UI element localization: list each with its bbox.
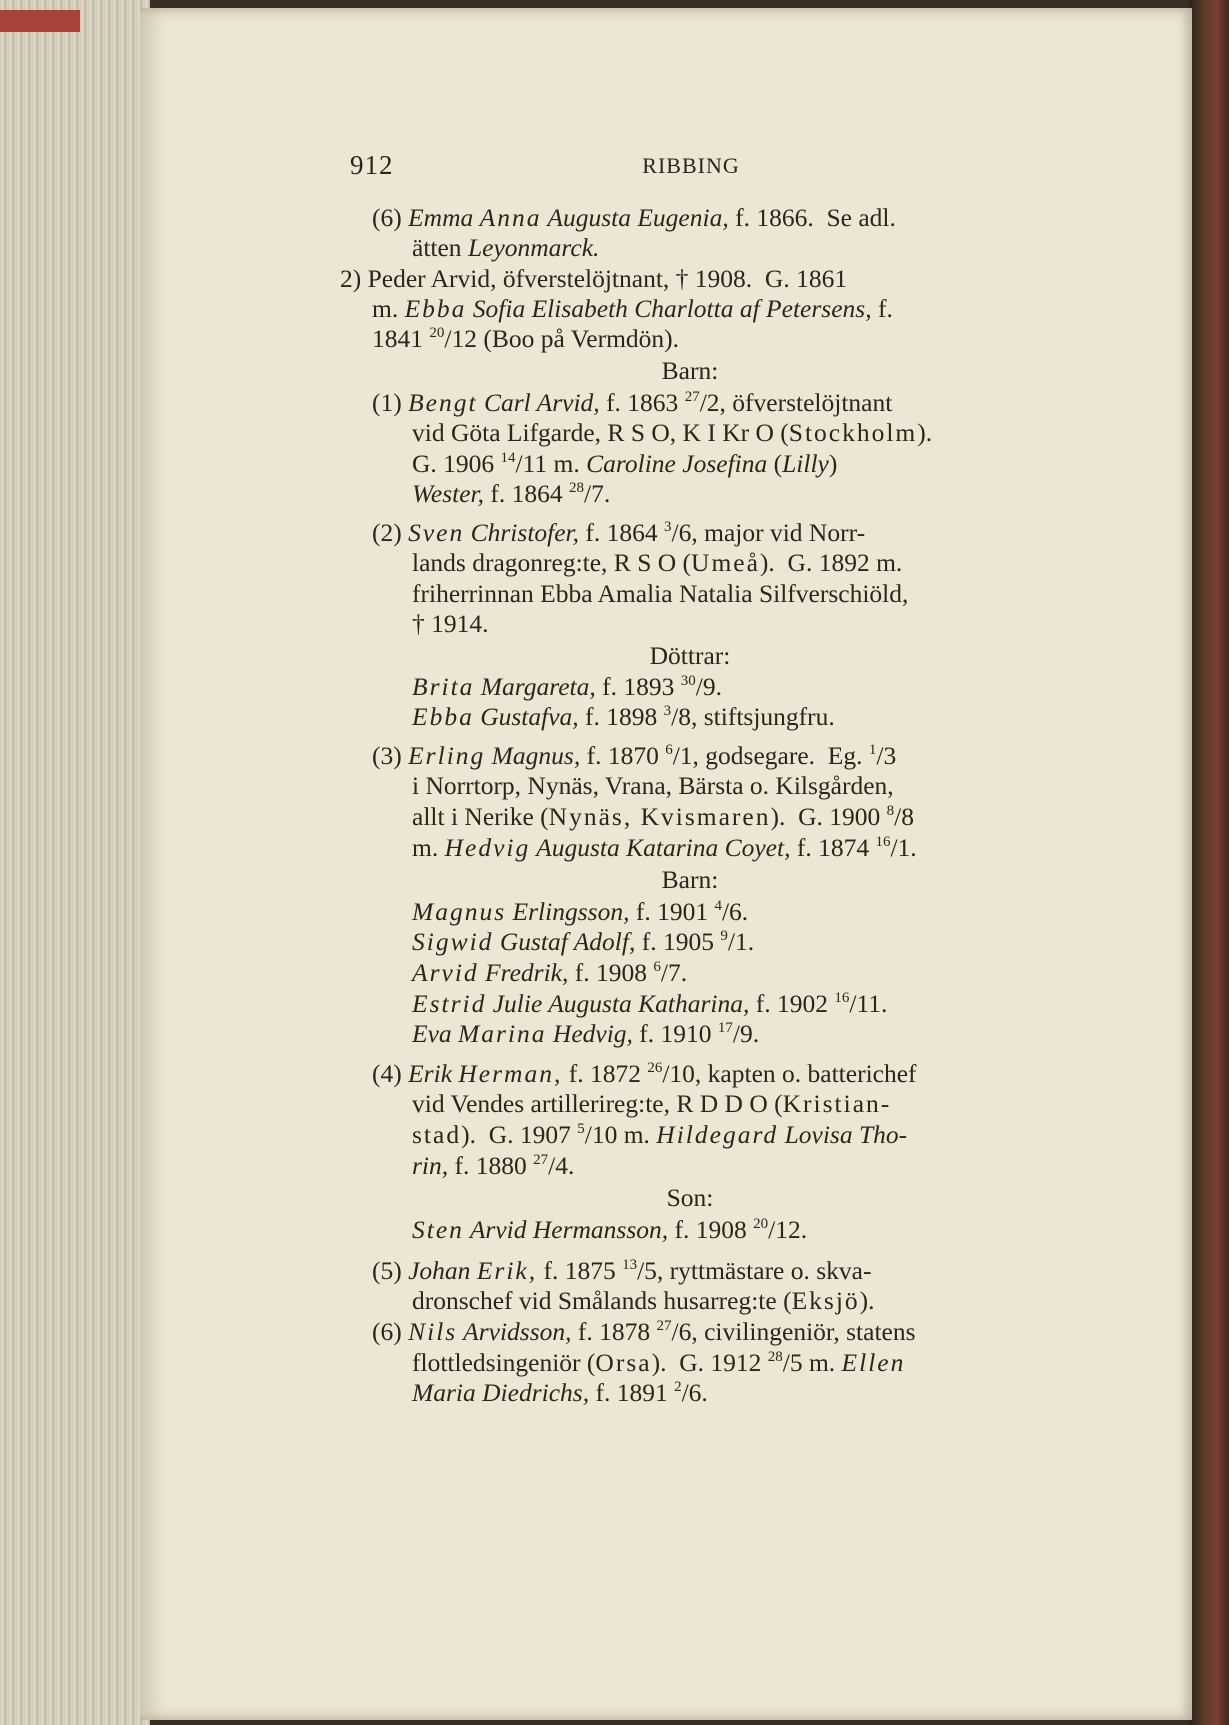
text-run: /8: [894, 802, 914, 831]
text-run: f. 1902: [749, 989, 835, 1018]
text-run: Magnus: [412, 897, 507, 926]
text-run: Erling: [408, 741, 486, 770]
text-line: [340, 264, 847, 294]
text-run: /3: [876, 741, 897, 770]
text-run: /9.: [695, 672, 722, 701]
text-line: [372, 518, 865, 548]
text-line: [412, 1151, 574, 1181]
text-line: [412, 672, 722, 702]
section-heading: [370, 356, 1010, 386]
text-run: Barn:: [661, 865, 719, 894]
text-run: Sven: [408, 518, 465, 547]
text-line: [412, 771, 894, 801]
running-head: RIBBING: [642, 153, 740, 178]
text-run: f. 1880: [448, 1151, 534, 1180]
text-line: [372, 1256, 872, 1286]
superscript-day: 28: [767, 1349, 783, 1365]
text-line: [412, 449, 837, 479]
superscript-day: 4: [714, 898, 722, 914]
text-run: G. 1906: [412, 449, 501, 478]
text-run: Hedvig,: [546, 1019, 633, 1048]
text-run: allt i Nerike (: [412, 802, 549, 831]
text-run: f. 1863: [599, 388, 685, 417]
text-run: Magnus,: [485, 741, 581, 770]
superscript-day: 28: [569, 480, 585, 496]
text-run: Erik: [408, 1059, 459, 1088]
text-line: [372, 1059, 917, 1089]
superscript-day: 27: [684, 389, 700, 405]
text-run: f. 1908: [668, 1215, 754, 1244]
text-run: (1): [372, 388, 409, 417]
text-run: Eva: [412, 1019, 459, 1048]
text-run: Margareta,: [474, 672, 596, 701]
text-run: Augusta Eugenia,: [541, 203, 729, 232]
text-run: /11 m.: [515, 449, 587, 478]
text-line: [412, 548, 902, 578]
text-run: Kristian-: [782, 1089, 892, 1118]
text-run: Gustaf Adolf,: [493, 927, 636, 956]
text-run: † 1914.: [412, 609, 489, 638]
text-run: Gustafva,: [473, 702, 579, 731]
text-run: Umeå: [691, 548, 760, 577]
text-run: f. 1898: [578, 702, 664, 731]
text-run: Arvid: [412, 958, 479, 987]
text-run: Sigwid: [412, 927, 494, 956]
text-run: Orsa: [595, 1348, 652, 1377]
text-line: [412, 1286, 875, 1316]
text-line: [412, 802, 914, 832]
section-heading: [370, 865, 1010, 895]
text-run: flottledsingeniör (: [412, 1348, 596, 1377]
text-run: vid Göta Lifgarde, R S O, K I Kr O (: [412, 418, 789, 447]
superscript-day: 6: [665, 742, 673, 758]
text-run: /6.: [681, 1378, 708, 1407]
text-run: /6.: [721, 897, 749, 926]
text-run: ätten: [412, 233, 468, 262]
text-run: Fredrik,: [478, 958, 569, 987]
text-run: Herman,: [458, 1059, 563, 1088]
superscript-day: 20: [429, 325, 445, 341]
text-run: f. 1874: [790, 833, 876, 862]
text-run: (4): [372, 1059, 409, 1088]
text-run: f.: [871, 294, 893, 323]
text-run: ): [828, 449, 838, 478]
text-run: (2): [372, 518, 409, 547]
text-run: /2, öfverstelöjtnant: [699, 388, 893, 417]
text-run: Caroline Josefina: [586, 449, 768, 478]
text-run: ). G. 1892 m.: [759, 548, 903, 577]
text-run: Sten: [412, 1215, 464, 1244]
text-run: f. 1864: [579, 518, 665, 547]
superscript-day: 16: [834, 990, 850, 1006]
superscript-day: 30: [680, 673, 696, 689]
page-number: 912: [350, 150, 394, 180]
text-run: Ellen: [841, 1348, 906, 1377]
text-run: stad: [412, 1120, 462, 1149]
text-run: Anna: [479, 203, 542, 232]
text-run: Stockholm: [788, 418, 918, 447]
text-line: [412, 702, 835, 732]
section-heading: [370, 1183, 1010, 1213]
text-run: f. 1878: [571, 1317, 657, 1346]
text-run: Erlingsson,: [506, 897, 630, 926]
text-run: Hildegard: [656, 1120, 779, 1149]
text-run: 2) Peder Arvid, öfverstelöjtnant, † 1908. G. 1861: [340, 264, 848, 293]
text-run: Johan: [408, 1256, 477, 1285]
text-run: /1.: [890, 833, 917, 862]
text-run: /5, ryttmästare o. skva-: [637, 1256, 872, 1285]
text-line: [412, 927, 754, 957]
text-line: [372, 1317, 916, 1347]
text-run: f. 1891: [589, 1378, 675, 1407]
text-run: Augusta Katarina Coyet,: [530, 833, 791, 862]
text-run: Wester,: [412, 479, 485, 508]
text-line: [412, 609, 489, 639]
book-cover-edge: [0, 10, 80, 32]
text-line: [412, 897, 748, 927]
text-run: Ebba: [412, 702, 474, 731]
text-run: Döttrar:: [649, 641, 731, 670]
superscript-day: 5: [577, 1121, 585, 1137]
superscript-day: 3: [663, 703, 672, 719]
text-run: /6, major vid Norr-: [671, 518, 866, 547]
text-run: vid Vendes artillerireg:te, R D D O (: [412, 1089, 783, 1118]
text-line: [372, 324, 679, 354]
text-run: Nynäs, Kvismaren: [548, 802, 771, 831]
text-run: /1, godsegare. Eg.: [672, 741, 869, 770]
superscript-day: 27: [533, 1152, 549, 1168]
superscript-day: 26: [647, 1060, 663, 1076]
superscript-day: 14: [500, 450, 516, 466]
text-run: /5 m.: [782, 1348, 842, 1377]
text-line: [372, 388, 892, 418]
superscript-day: 27: [656, 1318, 672, 1334]
text-run: /6, civilingeniör, statens: [671, 1317, 916, 1346]
text-run: Barn:: [661, 356, 719, 385]
text-run: Leyonmarck.: [467, 233, 600, 262]
text-run: ).: [859, 1286, 875, 1315]
text-run: Hedvig: [444, 833, 531, 862]
text-line: [412, 1215, 807, 1245]
text-run: (6): [372, 1317, 409, 1346]
text-line: [412, 1378, 708, 1408]
text-run: (: [767, 449, 783, 478]
text-run: /7.: [660, 958, 688, 987]
text-run: dronschef vid Smålands husarreg:te (: [412, 1286, 792, 1315]
superscript-day: 2: [674, 1379, 682, 1395]
superscript-day: 8: [886, 803, 895, 819]
text-run: Ebba: [404, 294, 467, 323]
text-run: Estrid: [412, 989, 487, 1018]
text-run: /7.: [584, 479, 611, 508]
text-run: f. 1866. Se adl.: [728, 203, 896, 232]
text-run: friherrinnan Ebba Amalia Natalia Silfverschiöld,: [412, 579, 909, 608]
book-page: [140, 8, 1192, 1720]
text-run: Eksjö: [791, 1286, 860, 1315]
text-run: f. 1872: [562, 1059, 648, 1088]
book-page-edges: [0, 0, 150, 1725]
text-run: Erik,: [476, 1256, 538, 1285]
superscript-day: 1: [868, 742, 877, 758]
text-line: [372, 294, 893, 324]
superscript-day: 3: [664, 519, 672, 535]
text-run: Bengt: [408, 388, 478, 417]
text-run: Nils: [408, 1317, 458, 1346]
text-line: [412, 1120, 907, 1150]
text-run: Lovisa Tho-: [778, 1120, 908, 1149]
text-run: Lilly: [782, 449, 829, 478]
text-run: Sofia Elisabeth Charlotta af Petersens,: [466, 294, 872, 323]
text-run: f. 1864: [484, 479, 570, 508]
text-run: ).: [917, 418, 933, 447]
text-line: [412, 1348, 905, 1378]
text-run: Maria Diedrichs,: [412, 1378, 590, 1407]
text-run: f. 1893: [595, 672, 681, 701]
text-run: lands dragonreg:te, R S O (: [412, 548, 692, 577]
text-run: f. 1875: [537, 1256, 623, 1285]
text-run: i Norrtorp, Nynäs, Vrana, Bärsta o. Kilsgården,: [412, 771, 894, 800]
text-line: [372, 203, 896, 233]
text-run: /1.: [727, 927, 755, 956]
text-run: Son:: [666, 1183, 714, 1212]
text-run: Arvid Hermansson,: [463, 1215, 669, 1244]
text-line: [412, 579, 908, 609]
superscript-day: 9: [720, 928, 728, 944]
text-run: Carl Arvid,: [477, 388, 600, 417]
text-run: Brita: [412, 672, 475, 701]
text-run: f. 1908: [568, 958, 654, 987]
text-run: /4.: [548, 1151, 575, 1180]
text-run: /10 m.: [584, 1120, 657, 1149]
text-line: [412, 418, 932, 448]
text-line: [412, 479, 610, 509]
superscript-day: 16: [875, 834, 891, 850]
text-run: ). G. 1900: [770, 802, 887, 831]
text-run: /9.: [732, 1019, 760, 1048]
text-line: [412, 833, 917, 863]
text-run: rin,: [412, 1151, 449, 1180]
text-run: Marina: [458, 1019, 547, 1048]
text-run: Christofer,: [464, 518, 580, 547]
superscript-day: 17: [717, 1020, 733, 1036]
text-run: /12.: [768, 1215, 808, 1244]
text-line: [412, 233, 599, 263]
text-run: f. 1905: [635, 927, 721, 956]
superscript-day: 20: [753, 1216, 769, 1232]
text-run: f. 1870: [580, 741, 666, 770]
text-run: ). G. 1907: [461, 1120, 578, 1149]
text-run: /8, stiftsjungfru.: [671, 702, 835, 731]
text-run: /12 (Boo på Vermdön).: [444, 324, 680, 353]
text-run: m.: [412, 833, 445, 862]
text-run: ). G. 1912: [651, 1348, 768, 1377]
text-line: [412, 958, 687, 988]
text-run: f. 1901: [629, 897, 715, 926]
text-run: (3): [372, 741, 409, 770]
text-run: (6): [372, 203, 409, 232]
superscript-day: 6: [653, 959, 661, 975]
text-run: 1841: [372, 324, 430, 353]
text-run: Arvidsson,: [457, 1317, 572, 1346]
text-run: Julie Augusta Katharina,: [486, 989, 750, 1018]
text-line: [372, 741, 896, 771]
text-line: [412, 989, 887, 1019]
text-run: /11.: [849, 989, 888, 1018]
text-run: m.: [372, 294, 405, 323]
text-line: [412, 1019, 759, 1049]
text-run: Emma: [408, 203, 480, 232]
text-run: (5): [372, 1256, 409, 1285]
text-run: f. 1910: [632, 1019, 718, 1048]
text-run: /10, kapten o. batterichef: [662, 1059, 917, 1088]
section-heading: [370, 641, 1010, 671]
superscript-day: 13: [622, 1257, 638, 1273]
text-line: [412, 1089, 891, 1119]
book-spine-right: [1189, 0, 1229, 1725]
